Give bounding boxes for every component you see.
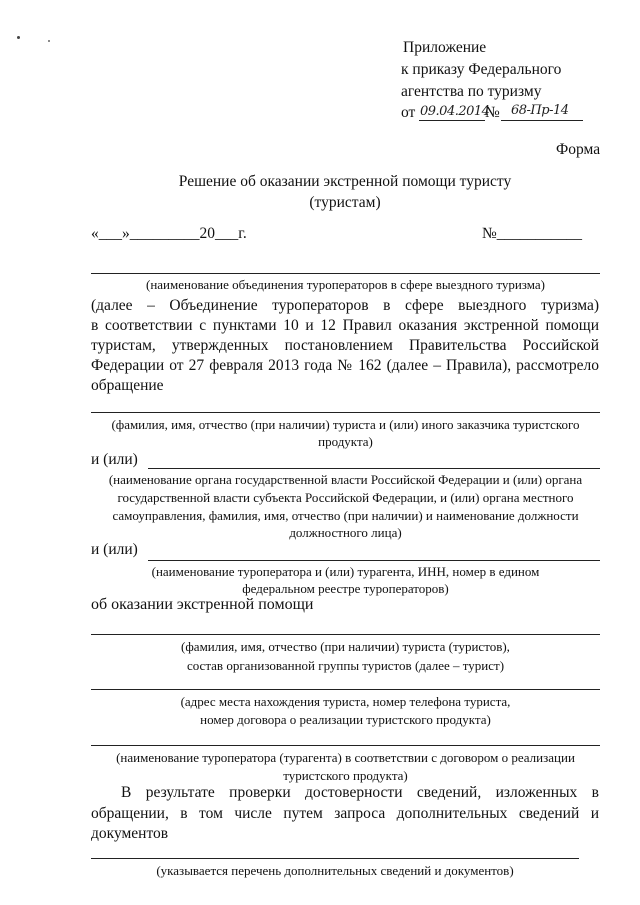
operator-caption-1: (наименование туроператора и (или) турагента, ИНН, номер в едином xyxy=(151,564,540,579)
paragraph1-line4: Федерации от 27 февраля 2013 года № 162 (далее – Правила), рассмотрело xyxy=(91,357,599,374)
authority-caption-3: самоуправления, фамилия, имя, отчество (при наличии) и наименование должности xyxy=(112,508,579,523)
paragraph1-line1: (далее – Объединение туроператоров в сфере выездного туризма) xyxy=(91,297,599,314)
authority-blank-line xyxy=(148,468,600,469)
authority-caption-1: (наименование органа государственной власти Российской Федерации и (или) органа xyxy=(108,472,583,487)
tourists-blank-line xyxy=(91,634,600,635)
association-caption: (наименование объединения туроператоров в сфере выездного туризма) xyxy=(146,277,545,292)
agency-label: агентства по туризму xyxy=(401,83,542,100)
authority-caption-2: государственной власти субъекта Российской Федерации, и (или) органа местного xyxy=(117,490,574,505)
address-caption-2: номер договора о реализации туристского продукта) xyxy=(200,712,491,727)
handwritten-date: 09.04.2014 xyxy=(420,104,490,119)
docs-caption: (указывается перечень дополнительных сведений и документов) xyxy=(156,863,514,878)
operator-caption-2: федеральном реестре туроператоров) xyxy=(242,581,449,596)
handwritten-number: 68-Пр-14 xyxy=(511,103,569,118)
tourists-caption-1: (фамилия, имя, отчество (при наличии) туриста (туристов), xyxy=(181,639,510,654)
paragraph1-line3: туристам, утвержденных постановлением Правительства Российской xyxy=(91,337,599,354)
document-title-sub: (туристам) xyxy=(309,194,381,211)
form-label: Форма xyxy=(556,141,601,158)
or-label-2: и (или) xyxy=(91,541,138,558)
address-blank-line xyxy=(91,689,600,690)
contract-caption-2: туристского продукта) xyxy=(283,768,408,783)
from-prefix: от xyxy=(401,104,416,121)
number-underline xyxy=(501,120,583,121)
paragraph2-line2: обращении, в том числе путем запроса дополнительных сведений и xyxy=(91,805,599,822)
tourist-blank-line xyxy=(91,412,600,413)
authority-caption-4: должностного лица) xyxy=(289,525,402,540)
document-title: Решение об оказании экстренной помощи туристу xyxy=(178,173,512,190)
emergency-help-label: об оказании экстренной помощи xyxy=(91,596,314,613)
contract-caption-1: (наименование туроператора (турагента) в соответствии с договором о реализации xyxy=(116,750,575,765)
docs-blank-line xyxy=(91,858,579,859)
date-underline xyxy=(419,120,485,121)
scan-speck xyxy=(17,36,20,39)
tourist-caption-1: (фамилия, имя, отчество (при наличии) туриста и (или) иного заказчика туристского xyxy=(111,417,580,432)
decision-number-field: №___________ xyxy=(482,225,583,242)
order-label: к приказу Федерального xyxy=(401,61,562,78)
paragraph2-line3: документов xyxy=(91,825,169,842)
paragraph1-line5: обращение xyxy=(91,377,164,394)
tourists-caption-2: состав организованной группы туристов (далее – турист) xyxy=(186,658,505,673)
operator-blank-line xyxy=(148,560,600,561)
appendix-label: Приложение xyxy=(403,39,487,56)
number-sign: № xyxy=(485,104,500,121)
paragraph1-line2: в соответствии с пунктами 10 и 12 Правил оказания экстренной помощи xyxy=(91,317,599,334)
tourist-caption-2: продукта) xyxy=(318,434,373,449)
paragraph2-line1: В результате проверки достоверности сведений, изложенных в xyxy=(121,784,599,801)
order-date-row xyxy=(401,103,601,125)
decision-date-field: «___»_________20___г. xyxy=(91,225,247,242)
scan-speck xyxy=(48,40,50,42)
or-label-1: и (или) xyxy=(91,451,138,468)
contract-blank-line xyxy=(91,745,600,746)
association-blank-line xyxy=(91,273,600,274)
address-caption-1: (адрес места нахождения туриста, номер телефона туриста, xyxy=(180,694,511,709)
